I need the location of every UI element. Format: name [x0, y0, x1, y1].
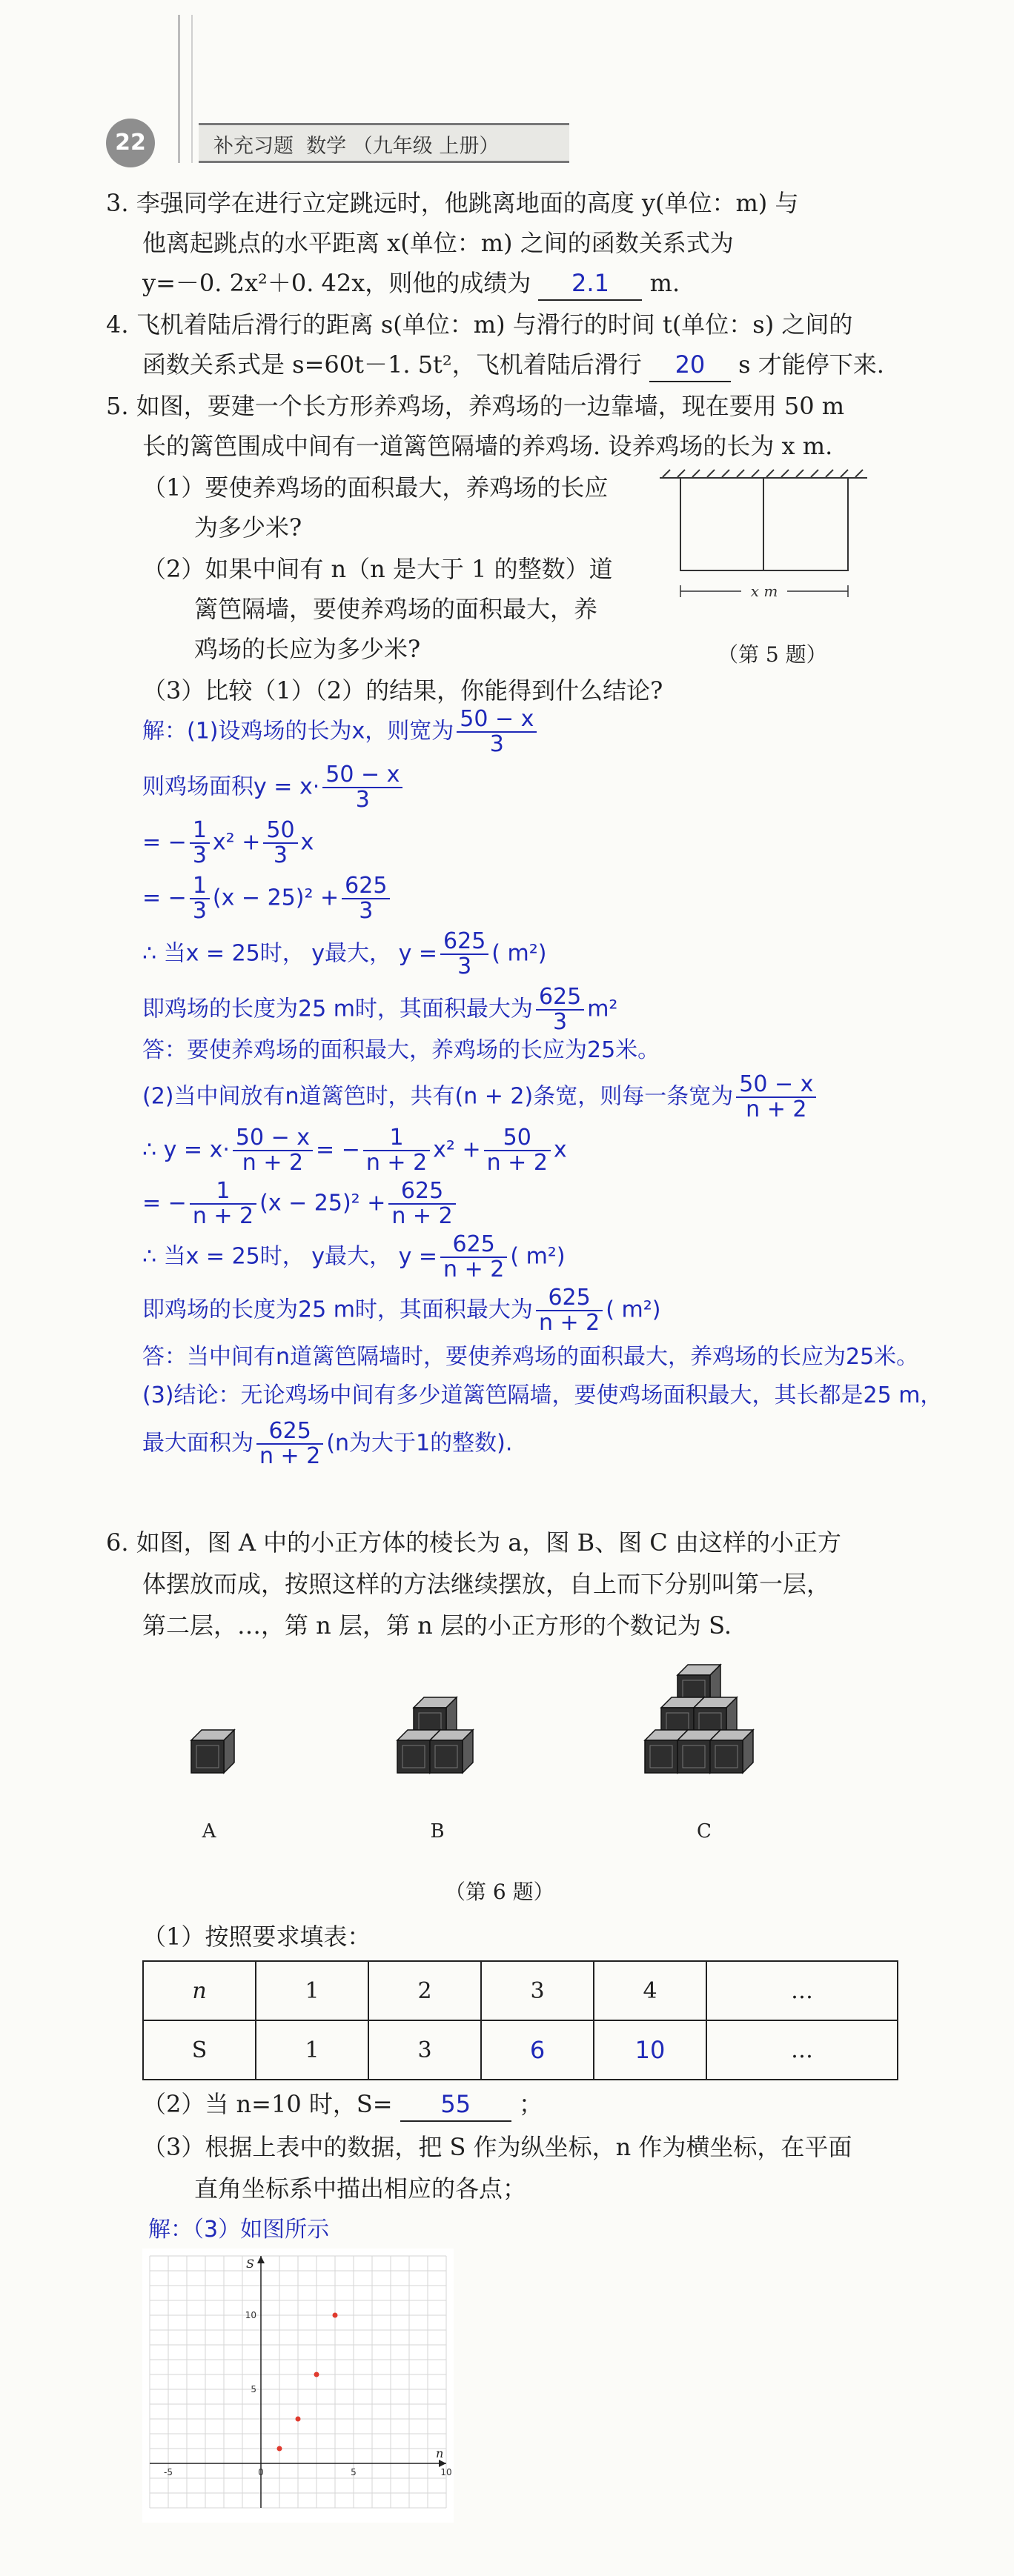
binding-line-2	[191, 15, 193, 163]
q6-figure-caption: （第 6 题）	[445, 1880, 554, 1904]
frac	[363, 1126, 430, 1175]
frac-den: n + 2	[192, 1203, 254, 1229]
seg: 即鸡场的长度为25 m时，其面积最大为	[142, 996, 533, 1022]
q6-solution: 解：（3）如图所示	[148, 2217, 330, 2243]
length-label: x m	[750, 582, 778, 600]
frac	[388, 1179, 455, 1228]
seg: ( m²)	[491, 940, 547, 967]
data-point	[277, 2446, 282, 2452]
data-point	[314, 2372, 319, 2377]
q6-part2-blank	[400, 2088, 511, 2122]
sol5-line15	[142, 1420, 512, 1468]
frac-den: n + 2	[391, 1203, 453, 1229]
sol5-line12	[142, 1286, 660, 1335]
q4-line2-post: s 才能停下来.	[738, 350, 884, 379]
table-cell: 1	[256, 2020, 368, 2080]
seg: x	[553, 1136, 567, 1163]
table-cell: 1	[256, 1961, 368, 2020]
seg: ( m²)	[510, 1243, 566, 1270]
x-tick-label: -5	[164, 2467, 173, 2477]
running-title	[199, 123, 569, 163]
table-cell: 2	[368, 1961, 481, 2020]
seg: (x − 25)² +	[212, 885, 339, 911]
y-tick-label: 10	[245, 2310, 256, 2320]
seg: 最大面积为	[142, 1430, 254, 1457]
q6-part2-pre: （2）当 n=10 时，S=	[142, 2090, 393, 2118]
table-cell: 3	[368, 2020, 481, 2080]
frac-num: 50 − x	[233, 1126, 313, 1151]
frac	[440, 930, 488, 979]
frac	[536, 1286, 603, 1335]
sol5-line3	[142, 819, 314, 868]
frac	[233, 1126, 313, 1175]
q5-figure	[652, 467, 875, 615]
table-row-n	[143, 1961, 898, 2020]
frac-den: n + 2	[259, 1443, 321, 1469]
frac	[736, 1073, 816, 1122]
table-cell: 3	[481, 1961, 594, 2020]
frac-den: 3	[192, 898, 207, 924]
table-cell: 4	[594, 1961, 706, 2020]
frac	[484, 1126, 551, 1175]
frac-den: 3	[553, 1009, 568, 1035]
frac-den: 3	[457, 953, 472, 979]
q5-line1: 5. 如图，要建一个长方形养鸡场，养鸡场的一边靠墙，现在要用 50 m	[106, 392, 845, 420]
frac-num: 50 − x	[322, 763, 402, 788]
frac-den: n + 2	[746, 1096, 807, 1122]
frac-num: 50 − x	[736, 1073, 816, 1098]
q6-part2	[142, 2088, 543, 2122]
q5-line2: 长的篱笆围成中间有一道篱笆隔墙的养鸡场. 设养鸡场的长为 x m.	[142, 432, 833, 460]
y-axis-arrow	[257, 2256, 265, 2263]
q6-line1: 6. 如图，图 A 中的小正方体的棱长为 a，图 B、图 C 由这样的小正方	[106, 1528, 841, 1557]
sol5-line1-text: 解：(1)设鸡场的长为x，则宽为	[142, 718, 454, 745]
sol5-line2	[142, 763, 405, 812]
frac-num: 625	[388, 1179, 455, 1205]
cube-b-3	[430, 1730, 473, 1773]
frac-num: 1	[190, 1179, 256, 1205]
q6-line3: 第二层，…，第 n 层，第 n 层的小正方形的个数记为 S.	[142, 1611, 732, 1640]
q5-part3: （3）比较（1）（2）的结果，你能得到什么结论?	[142, 676, 663, 705]
seg: m²	[587, 996, 618, 1022]
sol5-line2-frac	[322, 763, 402, 812]
frac-num: 1	[190, 874, 210, 899]
q4-line2	[142, 348, 884, 382]
frac	[190, 819, 210, 868]
seg: 即鸡场的长度为25 m时，其面积最大为	[142, 1297, 533, 1323]
q3-line3-post: m.	[649, 269, 680, 297]
frac-num: 625	[536, 1286, 603, 1311]
x-axis-label: n	[436, 2446, 444, 2460]
q5-part1-a: （1）要使养鸡场的面积最大，养鸡场的长应	[142, 473, 609, 502]
frac-den: 3	[273, 842, 288, 868]
frac-num: 625	[440, 1233, 507, 1258]
q6-cube-figures	[170, 1656, 838, 1863]
sol5-line5	[142, 930, 546, 979]
x-tick-label: 0	[258, 2467, 264, 2477]
table-cell: S	[143, 2020, 256, 2080]
page-number: 22	[106, 119, 155, 167]
table-cell-answer: 6	[481, 2020, 594, 2080]
frac-num: 1	[363, 1126, 430, 1151]
running-title-text: 补充习题 数学 （九年级 上册）	[213, 135, 500, 158]
seg: x² +	[433, 1136, 481, 1163]
frac	[440, 1233, 507, 1282]
frac-den: 3	[489, 731, 504, 757]
frac	[190, 1179, 256, 1228]
sol5-line4	[142, 874, 393, 923]
q6-part2-post: ；	[518, 2090, 543, 2118]
q4-answer-blank	[649, 348, 731, 382]
frac-den: n + 2	[538, 1310, 600, 1336]
q3-answer: 2.1	[571, 269, 609, 297]
frac-num: 50 − x	[457, 708, 537, 733]
frac-den: n + 2	[365, 1150, 428, 1176]
cube-a	[191, 1730, 234, 1773]
sol5-line10	[142, 1179, 459, 1228]
seg: ∴ y = x·	[142, 1136, 230, 1163]
q4-line2-pre: 函数关系式是 s=60t－1. 5t²，飞机着陆后滑行	[142, 350, 642, 379]
frac-den: 3	[355, 787, 370, 813]
frac-num: 625	[440, 930, 488, 955]
cube-c-6	[710, 1730, 753, 1773]
seg: = −	[142, 829, 187, 856]
q3-line2: 他离起跳点的水平距离 x(单位：m) 之间的函数关系式为	[142, 229, 734, 257]
frac-num: 625	[256, 1420, 323, 1445]
table-row-s	[143, 2020, 898, 2080]
q5-part2-b: 篱笆隔墙，要使养鸡场的面积最大，养	[194, 595, 598, 623]
seg: = −	[316, 1136, 360, 1163]
frac	[536, 985, 584, 1034]
frac	[342, 874, 390, 923]
fig-label-b: B	[430, 1820, 445, 1843]
q5-figure-caption: （第 5 题）	[718, 642, 827, 667]
sol5-line13: 答：当中间有n道篱笆隔墙时，要使养鸡场的面积最大，养鸡场的长应为25米。	[142, 1344, 919, 1370]
frac-num: 625	[342, 874, 390, 899]
sol5-line9	[142, 1126, 567, 1175]
sol5-line2-text: 则鸡场面积y = x·	[142, 773, 320, 800]
q5-part2-a: （2）如果中间有 n（n 是大于 1 的整数）道	[142, 555, 613, 583]
fig-label-c: C	[697, 1820, 712, 1843]
q3-answer-blank	[538, 267, 642, 301]
q6-part2-answer: 55	[440, 2090, 471, 2118]
seg: ( m²)	[606, 1297, 661, 1323]
frac-den: 3	[192, 842, 207, 868]
q3-line1: 3. 李强同学在进行立定跳远时，他跳离地面的高度 y(单位：m) 与	[106, 189, 799, 217]
frac-num: 50	[484, 1126, 551, 1151]
q4-line1: 4. 飞机着陆后滑行的距离 s(单位：m) 与滑行的时间 t(单位：s) 之间的	[106, 310, 853, 339]
q6-part3-a: （3）根据上表中的数据，把 S 作为纵坐标，n 作为横坐标，在平面	[142, 2133, 852, 2161]
seg: = −	[142, 1190, 187, 1217]
fig-label-a: A	[202, 1820, 216, 1843]
frac	[256, 1420, 323, 1468]
seg: x² +	[212, 829, 261, 856]
frac	[263, 819, 297, 868]
frac-num: 625	[536, 985, 584, 1011]
q4-answer: 20	[675, 350, 706, 379]
seg: x	[300, 829, 314, 856]
x-tick-label: 10	[440, 2467, 452, 2477]
q5-part1-b: 为多少米?	[194, 513, 302, 542]
frac-num: 50	[263, 819, 297, 844]
seg: (x − 25)² +	[259, 1190, 386, 1217]
table-cell: …	[706, 1961, 898, 2020]
seg: ∴ 当x = 25时， y最大， y =	[142, 940, 438, 967]
frac	[190, 874, 210, 923]
sol5-line11	[142, 1233, 566, 1282]
q5-part2-c: 鸡场的长应为多少米?	[194, 635, 421, 663]
frac-den: n + 2	[486, 1150, 548, 1176]
frac-den: n + 2	[443, 1257, 505, 1282]
y-axis-label: S	[246, 2257, 254, 2271]
sol5-line1-frac	[457, 708, 537, 756]
sol5-line8	[142, 1073, 819, 1122]
x-tick-label: 5	[351, 2467, 357, 2477]
q6-table	[142, 1960, 898, 2080]
q6-part3-b: 直角坐标系中描出相应的各点；	[194, 2174, 527, 2203]
data-point	[296, 2417, 301, 2422]
sol5-line7: 答：要使养鸡场的面积最大，养鸡场的长应为25米。	[142, 1037, 660, 1063]
wall-hatching	[660, 470, 867, 478]
binding-line	[178, 15, 180, 163]
seg: = −	[142, 885, 187, 911]
q3-line3	[142, 267, 680, 301]
data-point	[333, 2313, 338, 2318]
q6-part1: （1）按照要求填表：	[142, 1923, 371, 1951]
x-axis-arrow	[439, 2460, 446, 2467]
q3-line3-pre: y=－0. 2x²＋0. 42x，则他的成绩为	[142, 269, 531, 297]
frac-den: n + 2	[242, 1150, 304, 1176]
sol5-line1	[142, 708, 540, 756]
frac-den: 3	[359, 898, 374, 924]
q6-scatter-chart	[142, 2249, 454, 2523]
q6-line2: 体摆放而成，按照这样的方法继续摆放，自上而下分别叫第一层，	[142, 1570, 831, 1598]
table-cell-answer: 10	[594, 2020, 706, 2080]
table-cell: n	[143, 1961, 256, 2020]
table-cell: …	[706, 2020, 898, 2080]
y-tick-label: 5	[251, 2384, 256, 2394]
sol5-line6	[142, 985, 617, 1034]
seg: (n为大于1的整数).	[326, 1430, 513, 1457]
sol5-line14: (3)结论：无论鸡场中间有多少道篱笆隔墙，要使鸡场面积最大，其长都是25 m，	[142, 1382, 943, 1408]
frac-num: 1	[190, 819, 210, 844]
seg: (2)当中间放有n道篱笆时，共有(n + 2)条宽，则每一条宽为	[142, 1083, 734, 1110]
seg: ∴ 当x = 25时， y最大， y =	[142, 1243, 438, 1270]
